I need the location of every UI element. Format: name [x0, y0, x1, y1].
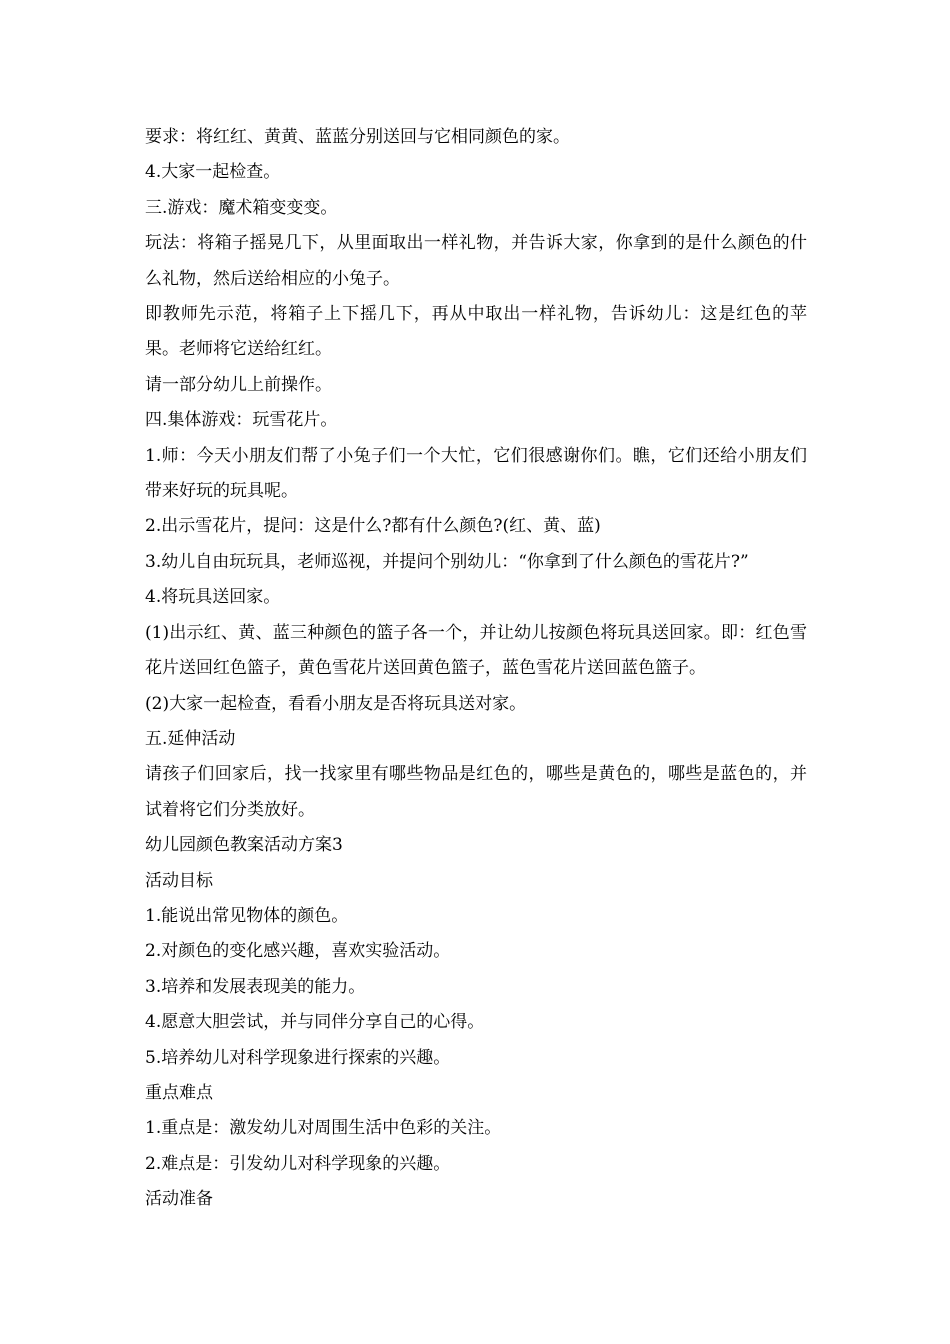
heading-activity-goals: 活动目标 [145, 870, 213, 891]
paragraph-show-snowflakes: 2.出示雪花片，提问：这是什么?都有什么颜色?(红、黄、蓝) [145, 516, 601, 537]
paragraph-children-operate: 请一部分幼儿上前操作。 [145, 374, 332, 395]
paragraph-return-toys: 4.将玩具送回家。 [145, 587, 281, 608]
paragraph-check-together: 4.大家一起检查。 [145, 162, 281, 183]
goal-item-1: 1.能说出常见物体的颜色。 [145, 905, 349, 926]
heading-magic-box-game: 三.游戏：魔术箱变变变。 [145, 197, 338, 218]
heading-snowflake-game: 四.集体游戏：玩雪花片。 [145, 410, 338, 431]
heading-key-points: 重点难点 [145, 1082, 213, 1103]
goal-item-3: 3.培养和发展表现美的能力。 [145, 976, 366, 997]
paragraph-check-baskets: (2)大家一起检查，看看小朋友是否将玩具送对家。 [145, 693, 527, 714]
goal-item-5: 5.培养幼儿对科学现象进行探索的兴趣。 [145, 1047, 451, 1068]
paragraph-home-task: 请孩子们回家后，找一找家里有哪些物品是红色的，哪些是黄色的，哪些是蓝色的，并试着将它们分类放好。 [145, 764, 807, 820]
paragraph-requirement: 要求：将红红、黄黄、蓝蓝分别送回与它相同颜色的家。 [145, 127, 570, 147]
heading-extension-activity: 五.延伸活动 [145, 728, 236, 749]
paragraph-teacher-intro: 1.师：今天小朋友们帮了小兔子们一个大忙，它们很感谢你们。瞧，它们还给小朋友们带来好玩的玩具呢。 [145, 445, 807, 502]
document-page [145, 120, 807, 1218]
paragraph-free-play: 3.幼儿自由玩玩具，老师巡视，并提问个别幼儿：“你拿到了什么颜色的雪花片?” [145, 551, 749, 572]
paragraph-teacher-demo: 即教师先示范，将箱子上下摇几下，再从中取出一样礼物，告诉幼儿：这是红色的苹果。老师将它送给红红。 [145, 304, 807, 360]
heading-plan-3: 幼儿园颜色教案活动方案3 [145, 835, 343, 856]
goal-item-4: 4.愿意大胆尝试，并与同伴分享自己的心得。 [145, 1012, 485, 1033]
key-point-1: 1.重点是：激发幼儿对周围生活中色彩的关注。 [145, 1118, 502, 1139]
key-point-2: 2.难点是：引发幼儿对科学现象的兴趣。 [145, 1153, 451, 1174]
goal-item-2: 2.对颜色的变化感兴趣，喜欢实验活动。 [145, 941, 451, 962]
paragraph-game-rules: 玩法：将箱子摇晃几下，从里面取出一样礼物，并告诉大家，你拿到的是什么颜色的什么礼物，然后送给相应的小兔子。 [145, 233, 807, 289]
heading-activity-preparation: 活动准备 [145, 1189, 213, 1210]
paragraph-basket-sorting: (1)出示红、黄、蓝三种颜色的篮子各一个，并让幼儿按颜色将玩具送回家。即：红色雪花片送回红色篮子，黄色雪花片送回黄色篮子，蓝色雪花片送回蓝色篮子。 [145, 622, 807, 679]
